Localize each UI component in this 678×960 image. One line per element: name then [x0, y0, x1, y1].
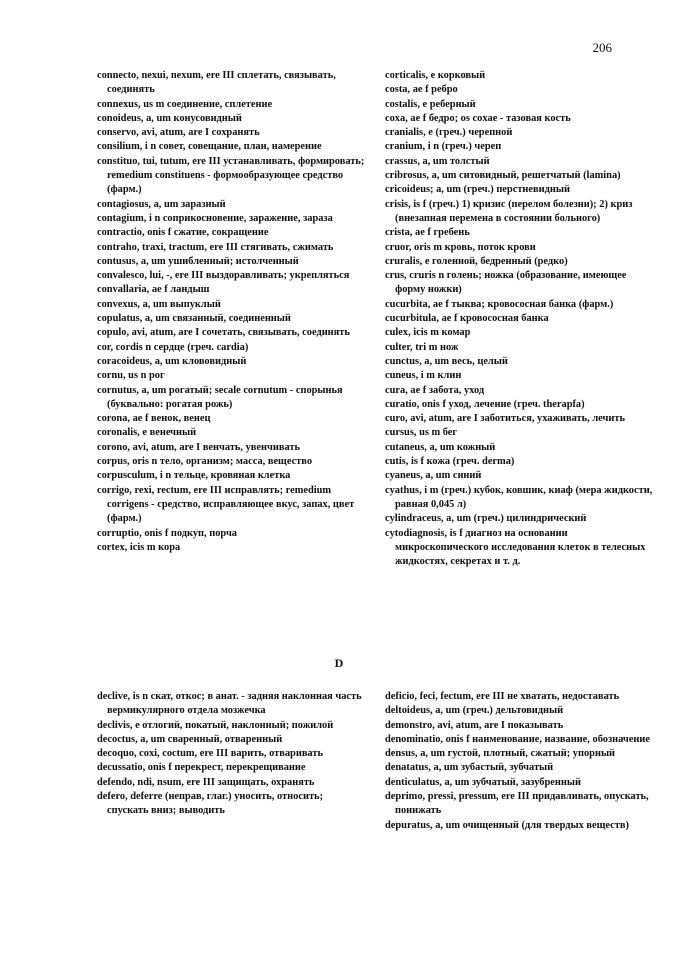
dictionary-entry: cursus, us m бег [385, 427, 458, 439]
dictionary-entry: corona, ae f венок, венец [97, 413, 211, 425]
dictionary-entry: demonstro, avi, atum, are I показывать [385, 719, 564, 731]
dictionary-entry: culex, icis m комар [385, 327, 471, 339]
dictionary-entry: copulo, avi, atum, are I сочетать, связывать, соединять [97, 327, 350, 339]
dictionary-entry: corono, avi, atum, are I венчать, увенчивать [97, 441, 301, 453]
dictionary-entry: conservo, avi, atum, are I сохранять [97, 127, 260, 139]
dictionary-entry: convallaria, ae f ландыш [97, 284, 210, 296]
page-number: 206 [592, 40, 612, 55]
dictionary-entry: cornutus, a, um рогатый; secale cornutum - спорынья (буквально: рогатая рожь) [97, 384, 343, 410]
dictionary-entry: cribrosus, a, um ситовидный, решетчатый (lamina) [385, 170, 621, 182]
dictionary-entry: depuratus, a, um очищенный (для твердых веществ) [385, 819, 629, 831]
dictionary-entry: cranialis, e (греч.) черепной [385, 127, 513, 139]
dictionary-entry: deficio, feci, fectum, ere III не хватать, недоставать [385, 691, 620, 702]
column-right-top [385, 69, 655, 569]
dictionary-entry: curo, avi, atum, are I заботиться, ухаживать, лечить [385, 413, 625, 425]
dictionary-entry: crassus, a, um толстый [385, 155, 490, 167]
dictionary-entry: cucurbita, ae f тыква; кровососная банка (фарм.) [385, 298, 614, 310]
dictionary-entry: corticalis, e корковый [385, 70, 486, 81]
dictionary-entry: coxa, ae f бедро; os coxae - тазовая кость [385, 112, 571, 124]
dictionary-entry: declivis, e отлогий, покатый, наклонный; пожилой [97, 719, 334, 731]
dictionary-entry: decussatio, onis f перекрест, перекрещивание [97, 762, 306, 774]
dictionary-entry: costa, ae f ребро [385, 84, 458, 96]
dictionary-entry: conoideus, a, um конусовидный [97, 112, 242, 124]
dictionary-entry: cyaneus, a, um синий [385, 470, 482, 482]
dictionary-entry: denticulatus, a, um зубчатый, зазубренный [385, 776, 581, 788]
dictionary-entry: decoctus, a, um сваренный, отваренный [97, 733, 283, 745]
dictionary-entry: cortex, icis m кора [97, 541, 181, 553]
dictionary-entry: constituo, tui, tutum, ere III устанавливать, формировать; remedium constituens - формообразующее средство (фарм.) [97, 155, 365, 196]
dictionary-entry: cylindraceus, a, um (греч.) цилиндрический [385, 513, 587, 525]
column-right-bottom [385, 690, 655, 833]
dictionary-entry: cura, ae f забота, уход [385, 384, 485, 396]
dictionary-entry: crista, ae f гребень [385, 227, 470, 239]
dictionary-entry: cornu, us n рог [97, 370, 165, 382]
dictionary-entry: corruptio, onis f подкуп, порча [97, 527, 237, 539]
dictionary-entry: curatio, onis f уход, лечение (греч. therapfa) [385, 398, 585, 410]
dictionary-entry: defero, deferre (неправ, глаг.) уносить, относить; спускать вниз; выводить [97, 791, 323, 817]
dictionary-entry: decoquo, coxi, coctum, ere III варить, отваривать [97, 748, 323, 760]
column-left-bottom [97, 690, 367, 819]
dictionary-entry: deltoideus, a, um (греч.) дельтовидный [385, 705, 564, 717]
dictionary-entry: costalis, e реберный [385, 98, 476, 110]
dictionary-entry: corrigo, rexi, rectum, ere III исправлять; remedium corrigens - средство, исправляющее вкус, запах, цвет (фарм.) [97, 484, 355, 525]
dictionary-entry: contagiosus, a, um заразный [97, 198, 226, 210]
dictionary-entry: contractio, onis f сжатие, сокращение [97, 227, 269, 239]
dictionary-entry: convexus, a, um выпуклый [97, 298, 221, 310]
dictionary-entry: cyathus, i m (греч.) кубок, ковшик, киаф (мера жидкости, равная 0,045 л) [385, 484, 653, 510]
dictionary-entry: culter, tri m нож [385, 341, 459, 353]
dictionary-entry: defendo, ndi, nsum, ere III защищать, охранять [97, 776, 315, 788]
dictionary-entry: denominatio, onis f наименование, название, обозначение [385, 733, 650, 745]
dictionary-entry: contraho, traxi, tractum, ere III стягивать, сжимать [97, 241, 334, 253]
column-left-top [97, 69, 367, 555]
dictionary-entry: corpus, oris n тело, организм; масса, вещество [97, 456, 313, 468]
dictionary-entry: crisis, is f (греч.) 1) кризис (перелом болезни); 2) криз (внезапная перемена в состоянии больного) [385, 198, 633, 224]
dictionary-entry: cutis, is f кожа (греч. derma) [385, 456, 515, 468]
dictionary-entry: cruralis, e голенной, бедренный (редко) [385, 255, 568, 267]
dictionary-entry: contusus, a, um ушибленный; истолченный [97, 255, 299, 267]
dictionary-entry: cuneus, i m клин [385, 370, 462, 382]
dictionary-entry: contagium, i n соприкосновение, заражение, зараза [97, 212, 333, 224]
dictionary-entry: cutaneus, a, um кожный [385, 441, 496, 453]
dictionary-entry: crus, cruris n голень; ножка (образование, имеющее форму ножки) [385, 270, 627, 296]
dictionary-entry: cranium, i n (греч.) череп [385, 141, 502, 153]
dictionary-entry: consilium, i n совет, совещание, план, намерение [97, 141, 322, 153]
dictionary-entry: connexus, us m соединение, сплетение [97, 98, 273, 110]
dictionary-entry: coracoideus, a, um клововидный [97, 355, 247, 367]
dictionary-entry: cunctus, a, um весь, целый [385, 355, 508, 367]
dictionary-entry: copulatus, a, um связанный, соединенный [97, 313, 291, 325]
dictionary-entry: deprimo, pressi, pressum, ere III придавливать, опускать, понижать [385, 791, 649, 817]
section-letter: D [334, 656, 344, 670]
dictionary-entry: cricoideus; a, um (греч.) перстневидный [385, 184, 570, 196]
dictionary-entry: cucurbitula, ae f кровососная банка [385, 313, 549, 325]
dictionary-entry: connecto, nexui, nexum, ere III сплетать, связывать, соединять [97, 70, 336, 96]
dictionary-entry: denatatus, a, um зубастый, зубчатый [385, 762, 554, 774]
dictionary-entry: cruor, oris m кровь, поток крови [385, 241, 536, 253]
dictionary-entry: coronalis, e венечный [97, 427, 197, 439]
dictionary-entry: cytodiagnosis, is f диагноз на основании микроскопического исследования клеток в телесных жидкостях, секретах и т. д. [385, 527, 646, 568]
dictionary-entry: cor, cordis n сердце (греч. cardia) [97, 341, 249, 353]
dictionary-entry: convalesco, lui, -, ere III выздоравливать; укрепляться [97, 270, 350, 282]
dictionary-entry: densus, a, um густой, плотный, сжатый; упорный [385, 748, 616, 760]
dictionary-entry: declive, is n скат, откос; в анат. - задняя наклонная часть вермикулярного отдела мозжечка [97, 691, 362, 717]
dictionary-entry: corpusculum, i n тельце, кровяная клетка [97, 470, 291, 482]
